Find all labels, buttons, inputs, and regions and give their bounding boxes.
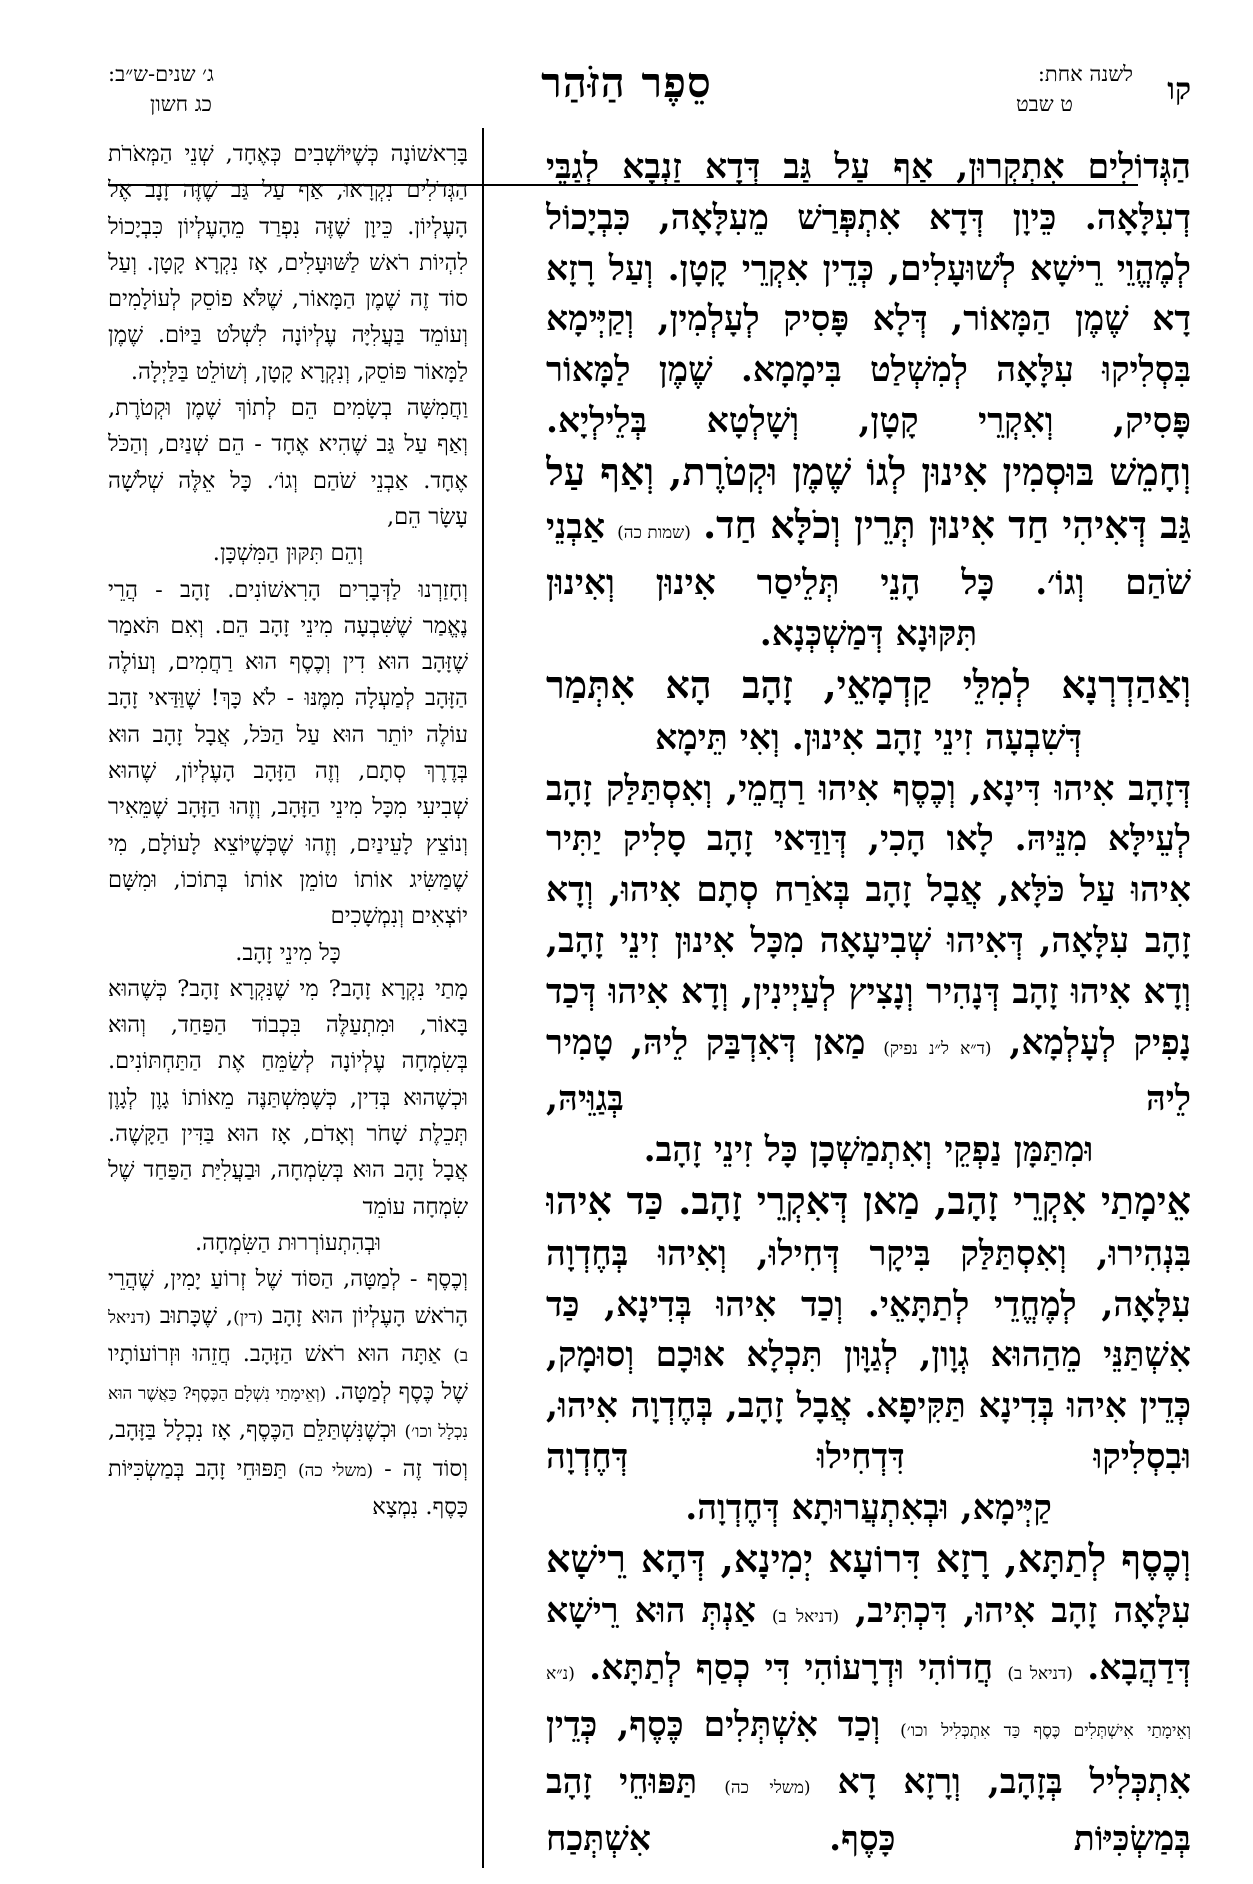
hebrew-translation-column bbox=[108, 136, 468, 1864]
side-text: תַּפּוּחֵי זָהָב בְּמַשְׂכִּיּוֹת כָּסֶף. נִמְצָא bbox=[108, 1455, 468, 1520]
main-text: וְכַד אִשְׁתְּלִים כֶּסֶף, כְּדֵין אִתְכְּלִיל בְּזָהָב, וְרָזָא דָא bbox=[546, 1704, 1191, 1802]
page-header bbox=[0, 58, 1253, 130]
source-reference: (דניאל ב) bbox=[1007, 1664, 1073, 1685]
side-paragraph bbox=[108, 136, 468, 390]
main-text: בִּנְהִירוּ, וְאִסְתַּלַּק בִּיקָר דְּחִילוּ, וְאִיהוּ בְּחֶדְוָה עִלָּאָה, לְמֶחֱדֵי לְתַתָּאֵי. וְכַד אִיהוּ בְּדִינָא, כַּד אִשְׁתַּנֵּי מֵהַהוּא גְוָון, לְגַוָּון תִּכְלָא אוּכָם וְסוּמָק, כְּדֵין אִיהוּ בְּדִינָא תַּקִּיפָא. אֲבָל זָהָב, בְּחֶדְוָה אִיהוּ, וּבִסְלִיקוּ דִּדְחִילוּ דְּחֶדְוָה bbox=[546, 1233, 1191, 1477]
source-reference: (שמות כה) bbox=[617, 522, 691, 543]
main-paragraph bbox=[546, 142, 1191, 447]
source-reference: (דין) bbox=[233, 1307, 264, 1328]
study-schedule-date: ט שבט bbox=[1015, 92, 1073, 116]
main-text: הַגְּדוֹלִים אִתְקְרוּן, אַף עַל גַּב דְּדָא זַנְבָא לְגַבֵּי דְעִלָּאָה. כֵּיוָן דְּדָא אִתְפְּרַשׁ מֵעִלָּאָה, כִּבְיָכוֹל לְמֶהֱוֵי רֵישָׁא לְשׁוּעָלִים, כְּדֵין אִקְרֵי קָטָן. וְעַל רָזָא דָא שֶׁמֶן הַמָּאוֹר, דְּלָא פָּסִיק לְעָלְמִין, וְקַיְּימָא בִּסְלִיקוּ עִלָּאָה לְמִשְׁלַט בִּימָמָא. שֶׁמֶן לַמָּאוֹר פָּסִיק, וְאִקְרֵי קָטָן, וְשָׁלְטָא בְּלֵילְיָא. bbox=[546, 147, 1191, 441]
main-text: תַּפּוּחֵי זָהָב בְּמַשְׂכִּיּוֹת כָּסֶף. אִשְׁתְּכַח bbox=[546, 1761, 1191, 1859]
source-reference: (וְאֵימָתַי נִשְׁלָם הַכֶּסֶף? כַּאֲשֶׁר הוּא נִכְלָל וכו׳) bbox=[108, 1384, 468, 1443]
side-paragraph bbox=[108, 390, 468, 571]
main-text: חֲדוֹהִי וּדְרָעוֹהִי דִּי כְסַף לְתַתָּא. bbox=[589, 1648, 994, 1689]
side-text: וְכֶסֶף - לְמַטָּה, הַסּוֹד שֶׁל זְרוֹעַ יָמִין, שֶׁהֲרֵי הָרֹאשׁ הָעֶלְיוֹן הוּא זָהָב bbox=[108, 1266, 468, 1329]
side-text: וַחֲמִשָּׁה בְשָׂמִים הֵם לְתוֹךְ שֶׁמֶן וּקְטֹרֶת, וְאַף עַל גַּב שֶׁהִיא אֶחָד - הֵם שְׁנַיִם, וְהַכֹּל אֶחָד. אַבְנֵי שֹׁהַם וְגוֹ׳. כָּל אֵלֶּה שְׁלֹשָׁה עָשָׂר הֵם, bbox=[108, 395, 468, 530]
side-text-centered: וְהֵם תִּקּוּן הַמִּשְׁכָּן. bbox=[212, 540, 364, 567]
alt-schedule-label: ג׳ שנים-ש״ב: bbox=[108, 62, 214, 86]
main-text: וְאַהַדְרְנָא לְמִלֵּי קַדְמָאֵי, זָהָב הָא אִתְּמַר bbox=[546, 661, 1191, 707]
side-text: , שֶׁכָּתוּב bbox=[159, 1302, 234, 1329]
source-reference: (משלי כה) bbox=[297, 1460, 374, 1481]
side-text: מָתַי נִקְרָא זָהָב? מִי שֶׁנִּקְרָא זָהָב? כְּשֶׁהוּא בָּאוֹר, וּמִתְעַלֶּה בִּכְבוֹד הַפַּחַד, וְהוּא בְּשִׂמְחָה עֶלְיוֹנָה לְשַׂמֵּחַ אֶת הַתַּחְתּוֹנִים. וּכְשֶׁהוּא בְּדִין, כְּשֶׁמִּשְׁתַּנֶּה מֵאוֹתוֹ גָוֶן לְגָוֶן תְּכֵלֶת שָׁחֹר וְאָדֹם, אָז הוּא בַּדִּין הַקָּשֶׁה. אֲבָל זָהָב הוּא בְּשִׂמְחָה, וּבַעֲלִיַּת הַפַּחַד שֶׁל שִׂמְחָה עוֹמֵד bbox=[108, 975, 468, 1220]
alt-schedule-date: כג חשון bbox=[150, 92, 212, 116]
main-text: דְּזָהָב אִיהוּ דִּינָא, וְכֶסֶף אִיהוּ רַחֲמֵי, וְאִסְתַּלַּק זָהָב לְעֵילָּא מִנֵּיהּ. לָאו הָכִי, דְּוַדַּאי זָהָב סָלִיק יַתִּיר אִיהוּ עַל כֹּלָּא, אֲבָל זָהָב בְּאֹרַח סְתָם אִיהוּ, וְדָא זָהָב עִלָּאָה, דְּאִיהוּ שְׁבִיעָאָה מִכָּל אִינוּן זִינֵי זָהָב, וְדָא אִיהוּ זָהָב דְּנָהִיר וְנָצִיץ לְעַיְינִין, וְדָא אִיהוּ דְּכַד נָפִיק לְעָלְמָא, bbox=[546, 768, 1191, 1063]
side-text: בָּרִאשׁוֹנָה כְּשֶׁיּוֹשְׁבִים כְּאֶחָד, שְׁנֵי הַמְּאֹרֹת הַגְּדֹלִים נִקְרָאוּ, אַף עַל גַּב שֶׁזֶּה זָנָב אֶל הָעֶלְיוֹן. כֵּיוָן שֶׁזֶּה נִפְרַד מֵהָעֶלְיוֹן כִּבְיָכוֹל לִהְיוֹת רֹאשׁ לַשּׁוּעָלִים, אָז נִקְרָא קָטָן. וְעַל סוֹד זֶה שֶׁמֶן הַמָּאוֹר, שֶׁלֹּא פוֹסֵק לְעוֹלָמִים וְעוֹמֵד בַּעֲלִיָּה עֶלְיוֹנָה לִשְׁלֹט בַּיּוֹם. שֶׁמֶן לַמָּאוֹר פּוֹסֵק, וְנִקְרָא קָטָן, וְשׁוֹלֵט בַּלַּיְלָה. bbox=[108, 141, 468, 385]
source-reference: (ד״א ל״נ נפיק) bbox=[883, 1038, 992, 1059]
main-text-centered: תִּקּוּנָא דְּמַשְׁכְּנָא. bbox=[759, 614, 978, 655]
column-divider bbox=[482, 128, 484, 1868]
aramaic-text-column bbox=[546, 142, 1191, 1862]
main-text: עִלָּאָה זָהָב אִיהוּ, דִּכְתִּיב, bbox=[855, 1591, 1191, 1632]
main-text: מַאן דְּאִדְבַּק לֵיהּ, טָמִיר לֵיהּ בְּגַוֵּיהּ, bbox=[546, 1022, 1191, 1120]
side-text: אַתָּה הוּא רֹאשׁ הַזָּהָב. חֲזֵהוּ וּזְרוֹעוֹתָיו שֶׁל כֶּסֶף לְמַטָּה. bbox=[108, 1340, 468, 1406]
main-paragraph bbox=[546, 1534, 1191, 1862]
source-reference: (משלי כה) bbox=[724, 1777, 811, 1798]
main-paragraph bbox=[546, 660, 1191, 1176]
side-text: וּכְשֶׁנִּשְׁתַּלֵּם הַכֶּסֶף, אָז נִכְלָל בַּזָּהָב, וְסוֹד זֶה - bbox=[108, 1417, 468, 1482]
main-text-centered: דְּשִׁבְעָה זִינֵי זָהָב אִינוּן. וְאִי תֵּימָא bbox=[655, 717, 1082, 758]
main-text: וְחָמֵשׁ בּוּסְמִין אִינוּן לְגוֹ שֶׁמֶן וּקְטֹרֶת, וְאַף עַל גַּב דְּאִיהִי חַד אִינוּן תְּרֵין וְכֹלָּא חַד. bbox=[546, 448, 1191, 547]
main-text: אַנְתְּ הוּא רֵישָׁא דְּדַהֲבָא. bbox=[546, 1591, 1191, 1689]
side-paragraph bbox=[108, 971, 468, 1261]
side-text-centered: כָּל מִינֵי זָהָב. bbox=[235, 939, 341, 966]
source-reference: (דניאל ב) bbox=[771, 1607, 840, 1628]
source-reference: (דניאל ב) bbox=[108, 1307, 468, 1366]
side-paragraph bbox=[108, 1261, 468, 1525]
main-text-centered: וּמִתַּמָּן נַפְקֵי וְאִתְמַשְׁכָן כָּל זִינֵי זָהָב. bbox=[643, 1130, 1094, 1171]
side-text: וְחָזַרְנוּ לַדְּבָרִים הָרִאשׁוֹנִים. זָהָב - הֲרֵי נֶאֱמַר שֶׁשִּׁבְעָה מִינֵי זָהָב הֵם. וְאִם תֹּאמַר שֶׁזָּהָב הוּא דִין וְכֶסֶף הוּא רַחֲמִים, וְעוֹלֶה הַזָּהָב לְמַעְלָה מִמֶּנּוּ - לֹא כָּךְ! שֶׁוַּדַּאי זָהָב עוֹלֶה יוֹתֵר הוּא עַל הַכֹּל, אֲבָל זָהָב הוּא בְּדֶרֶךְ סְתָם, וְזֶה הַזָּהָב הָעֶלְיוֹן, שֶׁהוּא שְׁבִיעִי מִכָּל מִינֵי הַזָּהָב, וְזֶהוּ הַזָּהָב שֶׁמֵּאִיר וְנוֹצֵץ לָעֵינַיִם, וְזֶהוּ שֶׁכְּשֶׁיּוֹצֵא לָעוֹלָם, מִי שֶׁמַּשִּׂיג אוֹתוֹ טוֹמֵן אוֹתוֹ בְּתוֹכוֹ, וּמִשָּׁם יוֹצְאִים וְנִמְשָׁכִים bbox=[108, 576, 468, 930]
page-number: קו bbox=[1167, 72, 1191, 107]
main-paragraph bbox=[546, 1176, 1191, 1534]
side-paragraph bbox=[108, 572, 468, 971]
book-title: סֵפֶר הַזֹּהַר bbox=[541, 58, 712, 107]
main-paragraph bbox=[546, 447, 1191, 660]
main-text: אַבְנֵי שֹׁהַם וְגוֹ׳. כָּל הָנֵי תְּלֵיסַר אִינוּן וְאִינוּן bbox=[546, 506, 1191, 604]
study-schedule-label: לשנה אחת: bbox=[1037, 62, 1133, 86]
main-text: אֵימָתַי אִקְרֵי זָהָב, מַאן דְּאִקְרֵי זָהָב. כַּד אִיהוּ bbox=[546, 1177, 1191, 1223]
main-text-centered: קַיְּימָא, וּבְאִתְעֲרוּתָא דְּחֶדְוָה. bbox=[685, 1487, 1052, 1528]
main-text: וְכֶסֶף לְתַתָּא, רָזָא דִּרוֹעָא יְמִינָא, דְּהָא רֵישָׁא bbox=[546, 1535, 1191, 1581]
source-reference: (נ״א וְאֵימָתַי אִישְׁתְּלִים כֶּסֶף כַּד אִתְכְּלִיל וכו׳) bbox=[546, 1664, 1191, 1741]
side-text-centered: וּבְהִתְעוֹרְרוּת הַשִּׂמְחָה. bbox=[194, 1229, 382, 1256]
